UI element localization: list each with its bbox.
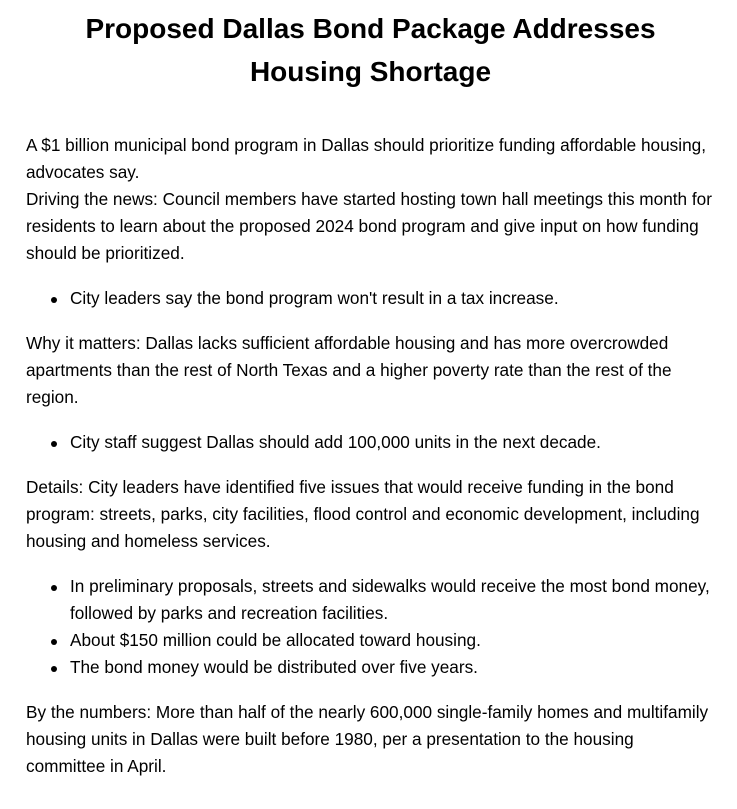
by-the-numbers-paragraph: By the numbers: More than half of the nearly 600,000 single-family homes and multifamily housing units in Dallas were built before 1980, per a presentation to the housing committee in April.: [26, 702, 709, 776]
bullet-dot: [51, 666, 57, 672]
title-line-1: Proposed Dallas Bond Package Addresses: [85, 13, 656, 44]
bullet-dot: [51, 585, 57, 591]
bullet-dot: [51, 639, 57, 645]
list-item-text: About $150 million could be allocated toward housing.: [70, 630, 481, 650]
bullet-dot: [51, 441, 57, 447]
details-paragraph: Details: City leaders have identified five issues that would receive funding in the bond program: streets, parks, city facilities, flood control and economic development, including housing and homeless services.: [26, 477, 700, 551]
list-item: [70, 285, 715, 312]
list-item-text: In preliminary proposals, streets and sidewalks would receive the most bond money, followed by parks and recreation facilities.: [70, 576, 710, 623]
article-body: [26, 132, 715, 780]
bullet-dot: [51, 297, 57, 303]
bullet-list-proposals: [26, 573, 715, 681]
list-item-text: The bond money would be distributed over five years.: [70, 657, 478, 677]
article: [0, 7, 737, 780]
title-line-2: Housing Shortage: [249, 56, 492, 87]
list-item: [70, 573, 715, 627]
article-title: [26, 7, 715, 93]
why-it-matters-paragraph: Why it matters: Dallas lacks sufficient affordable housing and has more overcrowded apartments than the rest of North Texas and a higher poverty rate than the rest of the region.: [26, 333, 672, 407]
driving-news-paragraph: Driving the news: Council members have started hosting town hall meetings this month for residents to learn about the proposed 2024 bond program and give input on how funding should be prioritized.: [26, 189, 712, 263]
list-item: [70, 429, 715, 456]
bullet-list-units: [26, 429, 715, 456]
bullet-list-tax: [26, 285, 715, 312]
list-item: [70, 654, 715, 681]
intro-paragraph: A $1 billion municipal bond program in Dallas should prioritize funding affordable housing, advocates say.: [26, 135, 706, 182]
list-item-text: City leaders say the bond program won't result in a tax increase.: [70, 288, 559, 308]
list-item-text: City staff suggest Dallas should add 100,000 units in the next decade.: [70, 432, 601, 452]
list-item: [70, 627, 715, 654]
